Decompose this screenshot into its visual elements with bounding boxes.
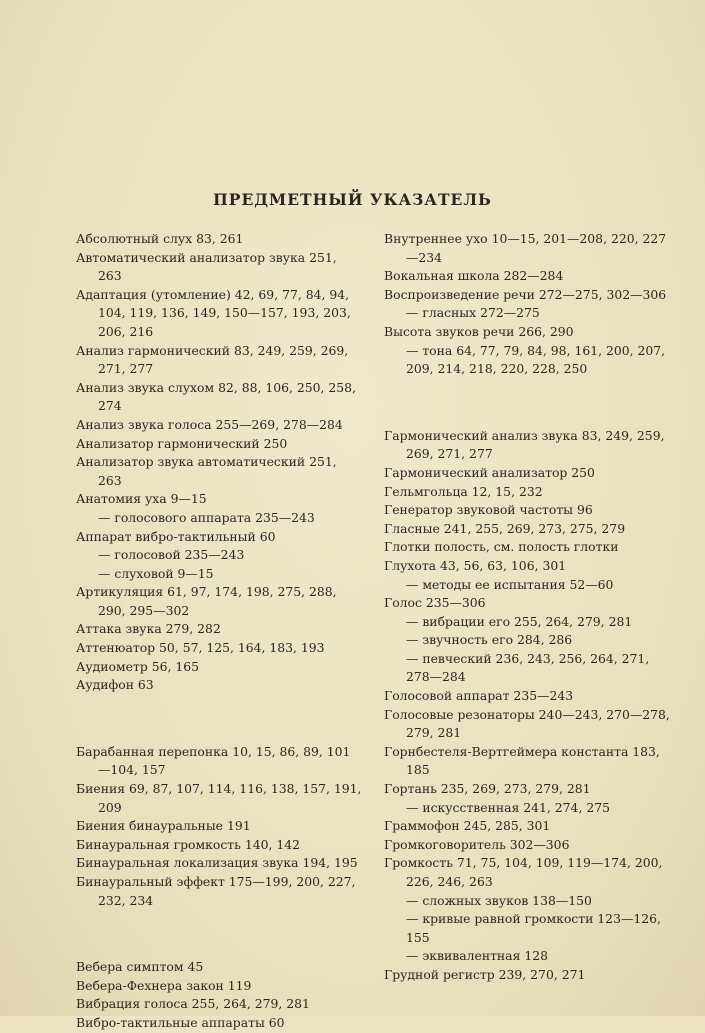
index-entry: Граммофон 245, 285, 301 (384, 818, 551, 834)
index-entry: Биения бинауральные 191 (76, 818, 251, 834)
index-entry: Адаптация (утомление) 42, 69, 77, 84, 94, 104, 119, 136, 149, 150—157, 193, 203, 206, 216 (76, 286, 351, 339)
index-entry: Аудифон 63 (76, 677, 154, 693)
index-entry: Анатомия уха 9—15 (76, 491, 207, 507)
index-subentry: — искусственная 241, 274, 275 (406, 799, 610, 815)
index-subentry: — вибрации его 255, 264, 279, 281 (406, 613, 633, 629)
index-entry: Воспроизведение речи 272—275, 302—306 (384, 286, 667, 302)
index-subentry: — звучность его 284, 286 (406, 632, 573, 648)
index-entry: Биения 69, 87, 107, 114, 116, 138, 157, 191, 209 (76, 781, 362, 815)
index-entry: Голосовые резонаторы 240—243, 270—278, 279, 281 (384, 706, 670, 741)
index-entry: Аудиометр 56, 165 (76, 658, 200, 674)
index-entry: Аттака звука 279, 282 (76, 621, 221, 637)
index-entry: Глухота 43, 56, 63, 106, 301 (384, 557, 567, 573)
index-entry: Артикуляция 61, 97, 174, 198, 275, 288, 290, 295—302 (76, 584, 337, 618)
section-gap (76, 695, 362, 743)
index-entry: Бинауральная локализация звука 194, 195 (76, 855, 358, 871)
index-entry: Бинауральная громкость 140, 142 (76, 836, 301, 852)
index-entry: Анализ звука голоса 255—269, 278—284 (76, 416, 343, 432)
index-entry: Высота звуков речи 266, 290 (384, 323, 574, 339)
index-entry: Вебера-Фехнера закон 119 (76, 977, 252, 993)
index-entry: Гортань 235, 269, 273, 279, 281 (384, 781, 591, 797)
index-entry: Голос 235—306 (384, 595, 486, 611)
right-column (384, 230, 674, 985)
index-entry: Гласные 241, 255, 269, 273, 275, 279 (384, 520, 626, 536)
index-entry: Громкоговоритель 302—306 (384, 836, 570, 852)
page-title: ПРЕДМЕТНЫЙ УКАЗАТЕЛЬ (213, 190, 492, 209)
index-subentry: — голосовой 235—243 (98, 547, 245, 563)
index-entry: Вокальная школа 282—284 (384, 268, 564, 284)
index-entry: Анализ гармонический 83, 249, 259, 269, 271, 277 (76, 342, 349, 377)
index-subentry: — кривые равной громкости 123—126, 155 (406, 911, 661, 945)
index-entry: Вебера симптом 45 (76, 959, 204, 975)
index-entry: Абсолютный слух 83, 261 (76, 231, 244, 246)
index-subentry: — методы ее испытания 52—60 (406, 576, 614, 592)
index-entry: Внутреннее ухо 10—15, 201—208, 220, 227—234 (384, 231, 667, 265)
index-entry: Генератор звуковой частоты 96 (384, 502, 593, 518)
section-gap (384, 379, 674, 427)
index-entry: Гармонический анализатор 250 (384, 464, 595, 480)
index-entry: Гельмгольца 12, 15, 232 (384, 483, 543, 499)
index-entry: Глотки полость, см. полость глотки (384, 539, 619, 555)
index-subentry: — голосового аппарата 235—243 (98, 509, 315, 525)
index-entry: Вибро-тактильные аппараты 60 (76, 1014, 285, 1030)
index-entry: Голосовой аппарат 235—243 (384, 688, 574, 704)
index-entry: Горнбестеля-Вертгеймера константа 183, 185 (384, 743, 660, 778)
index-entry: Вибрация голоса 255, 264, 279, 281 (76, 996, 310, 1012)
index-entry: Громкость 71, 75, 104, 109, 119—174, 200, 226, 246, 263 (384, 855, 663, 889)
index-entry: Анализатор гармонический 250 (76, 435, 288, 451)
section-gap (76, 910, 362, 958)
index-subentry: — слуховой 9—15 (98, 565, 214, 581)
index-entry: Бинауральный эффект 175—199, 200, 227, 232, 234 (76, 874, 356, 908)
index-entry: Анализ звука слухом 82, 88, 106, 250, 258, 274 (76, 379, 357, 414)
index-entry: Автоматический анализатор звука 251, 263 (76, 249, 337, 284)
index-entry: Аппарат вибро-тактильный 60 (76, 528, 276, 544)
index-subentry: — певческий 236, 243, 256, 264, 271, 278—284 (406, 650, 650, 685)
index-subentry: — гласных 272—275 (406, 305, 540, 321)
index-subentry: — эквивалентная 128 (406, 948, 548, 964)
index-entry: Аттенюатор 50, 57, 125, 164, 183, 193 (76, 640, 325, 656)
left-column (76, 230, 362, 1033)
index-subentry: — сложных звуков 138—150 (406, 892, 592, 908)
index-entry: Гармонический анализ звука 83, 249, 259, 269, 271, 277 (384, 427, 665, 462)
index-subentry: — тона 64, 77, 79, 84, 98, 161, 200, 207, 209, 214, 218, 220, 228, 250 (406, 342, 666, 377)
index-entry: Барабанная перепонка 10, 15, 86, 89, 101—104, 157 (76, 743, 351, 778)
index-entry: Грудной регистр 239, 270, 271 (384, 966, 586, 982)
index-entry: Анализатор звука автоматический 251, 263 (76, 454, 337, 488)
